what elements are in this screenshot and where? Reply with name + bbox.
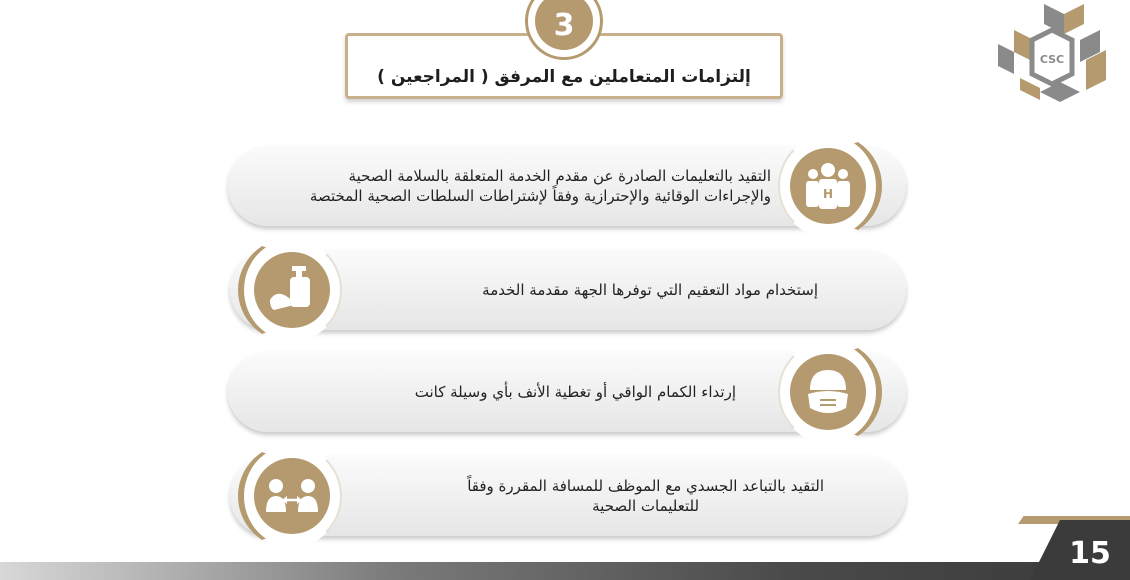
obligation-text-2 <box>482 280 818 300</box>
obligation-icon-wrap-4 <box>238 444 342 548</box>
footer-bar <box>0 562 1130 580</box>
obligation-text-1 <box>310 166 771 207</box>
obligation-2-line-1: إستخدام مواد التعقيم التي توفرها الجهة مقدمة الخدمة <box>482 280 818 299</box>
hand-sanitizer-icon <box>254 252 330 328</box>
face-mask-icon <box>790 354 866 430</box>
obligation-text-3 <box>415 382 736 402</box>
svg-text:H: H <box>822 187 834 201</box>
csc-logo <box>994 0 1110 108</box>
obligation-text-4 <box>467 476 824 517</box>
social-distancing-icon <box>254 458 330 534</box>
obligation-icon-wrap-1 <box>778 134 882 238</box>
obligation-icon-wrap-3 <box>778 340 882 444</box>
section-number: 3 <box>535 0 593 50</box>
obligation-1-line-2: والإجراءات الوقائية والإحترازية وفقاً لإشتراطات السلطات الصحية المختصة <box>309 187 771 205</box>
logo-text: CSC <box>1039 53 1065 66</box>
page-title: إلتزامات المتعاملين مع المرفق ( المراجعين ) <box>377 67 751 87</box>
obligation-1-line-1: التقيد بالتعليمات الصادرة عن مقدم الخدمة المتعلقة بالسلامة الصحية <box>348 166 771 185</box>
page-number: 15 <box>1069 536 1111 571</box>
obligation-4-line-2: للتعليمات الصحية <box>592 497 700 515</box>
obligation-4-line-1: التقيد بالتباعد الجسدي مع الموظف للمسافة المقررة وفقاً <box>467 476 824 495</box>
medical-staff-icon <box>790 148 866 224</box>
obligation-icon-wrap-2 <box>238 238 342 342</box>
obligation-3-line-1: إرتداء الكمام الواقي أو تغطية الأنف بأي وسيلة كانت <box>414 382 736 401</box>
